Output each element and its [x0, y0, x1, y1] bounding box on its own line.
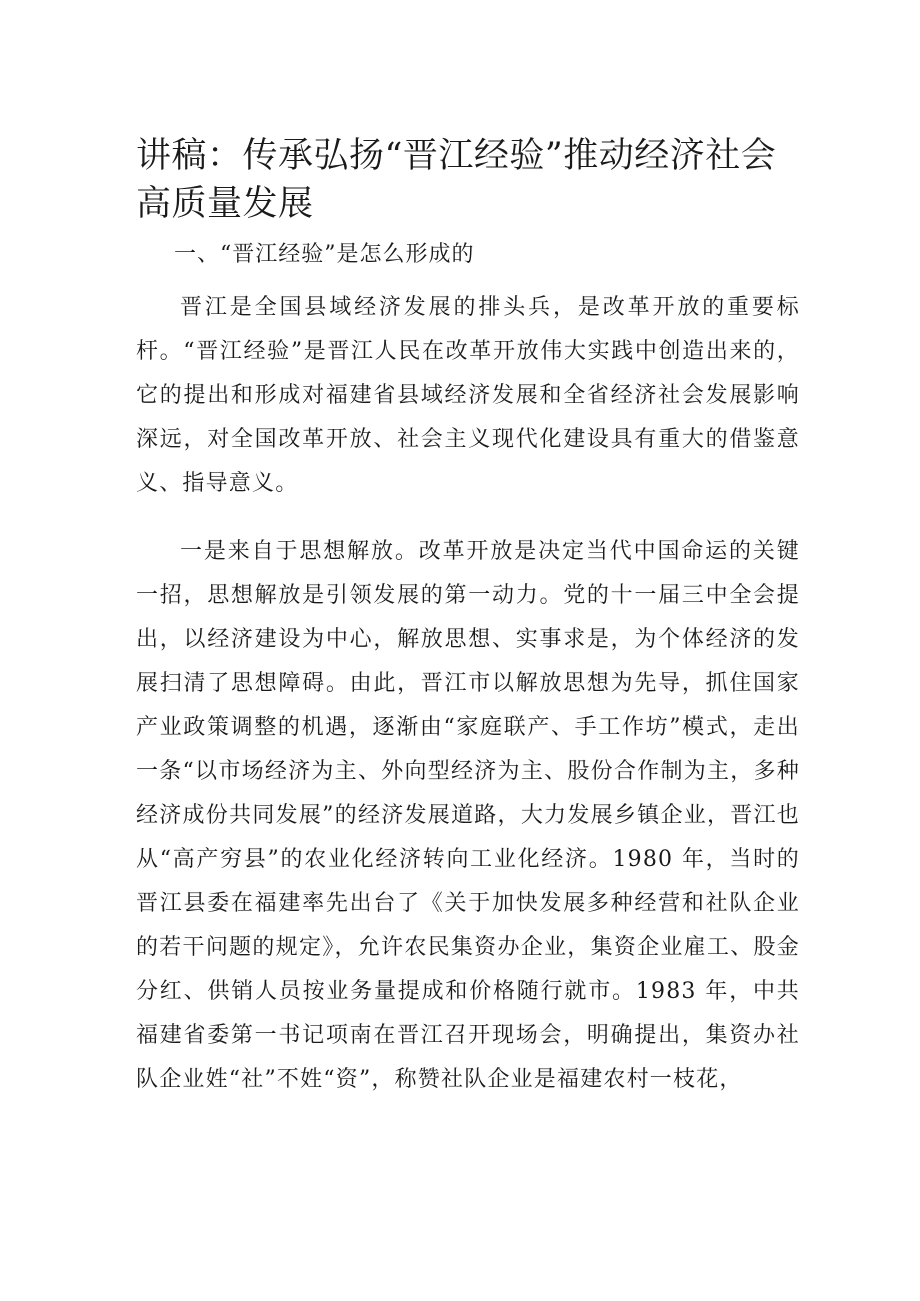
document-title: 讲稿：传承弘扬“晋江经验”推动经济社会高质量发展 — [136, 136, 777, 224]
body-paragraph: 一是来自于思想解放。改革开放是决定当代中国命运的关键一招，思想解放是引领发展的第一动力。党的十一届三中全会提出，以经济建设为中心，解放思想、实事求是，为个体经济的发展扫清了思想障碍。由此，晋江市以解放思想为先导，抓住国家产业政策调整的机遇，逐渐由“家庭联产、手工作坊”模式，走出一条“以市场经济为主、外向型经济为主、股份合作制为主，多种经济成份共同发展”的经济发展道路，大力发展乡镇企业，晋江也从“高产穷县”的农业化经济转向工业化经济。1980 年，当时的晋江县委在福建率先出台了《关于加快发展多种经营和社队企业的若干问题的规定》，允许农民集资办企业，集资企业雇工、股金分红、供销人员按业务量提成和价格随行就市。1983 年，中共福建省委第一书记项南在晋江召开现场会，明确提出，集资办社队企业姓“社”不姓“资”，称赞社队企业是福建农村一枝花， — [136, 539, 800, 1092]
body-paragraph: 晋江是全国县域经济发展的排头兵，是改革开放的重要标杆。“晋江经验”是晋江人民在改革开放伟大实践中创造出来的，它的提出和形成对福建省县域经济发展和全省经济社会发展影响深远，对全国改革开放、社会主义现代化建设具有重大的借鉴意义、指导意义。 — [136, 295, 800, 496]
section-heading: 一、“晋江经验”是怎么形成的 — [174, 242, 475, 267]
